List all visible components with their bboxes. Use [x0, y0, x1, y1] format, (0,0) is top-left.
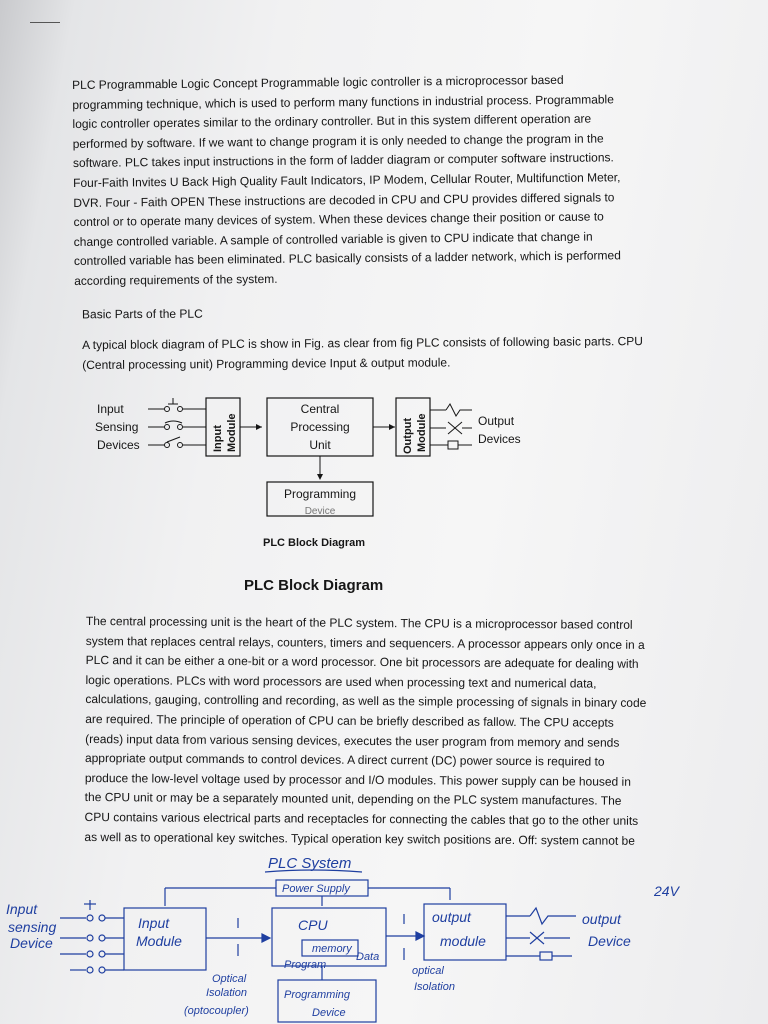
text-line: The central processing unit is the heart of the PLC system. The CPU is a microprocessor based control: [85, 613, 633, 632]
text-line: CPU contains various electrical parts and receptacles for connecting the cables that go to the other units: [84, 809, 639, 828]
text-line: according requirements of the system.: [74, 271, 278, 288]
optical-isolation-left: Optical: [212, 973, 247, 985]
input-device-hand-label: Device: [10, 935, 53, 951]
program-label: Program: [284, 959, 327, 971]
programming-device-hand-label: Device: [312, 1007, 346, 1019]
input-devices-label: Sensing: [95, 420, 139, 434]
text-line: A typical block diagram of PLC is show in Fig. as clear from fig PLC consists of following basic parts. CPU: [82, 334, 643, 352]
text-line: change controlled variable. A sample of controlled variable is given to CPU indicate that change in: [73, 229, 593, 249]
input-device-hand-label: Input: [6, 901, 38, 917]
optical-isolation-left: (optocoupler): [184, 1005, 249, 1017]
power-supply-label: Power Supply: [282, 883, 350, 895]
output-module-label: Module: [416, 413, 428, 452]
input-device-hand-label: sensing: [8, 919, 57, 935]
output-module-hand-label: module: [440, 933, 486, 949]
handwritten-title: PLC System: [268, 855, 352, 872]
text-line: logic operations. PLCs with word processors are used when processing text and numerical data,: [85, 672, 597, 691]
text-line: as well as to operational key switches. Typical operation key switch positions are. Off: system cannot be: [84, 829, 635, 848]
input-module-label: Input: [212, 425, 224, 452]
handwritten-plc-system-diagram: [0, 848, 768, 1024]
data-label: Data: [356, 951, 380, 963]
text-line: DVR. Four - Faith OPEN These instructions are decoded in CPU and CPU provides differed signals to: [73, 189, 615, 210]
text-line: produce the low-level voltage used by processor and I/O modules. This power supply can be housed in: [84, 770, 631, 789]
text-line: controlled variable has been eliminated. PLC basically consists of a ladder network, which is performed: [73, 248, 621, 269]
text-line: control or to operate many devices of system. When these devices change their position or cause to: [73, 209, 604, 230]
optical-isolation-right: Isolation: [414, 981, 455, 993]
text-line: PLC Programmable Logic Concept Programmable logic controller is a microprocessor based: [72, 72, 564, 92]
plc-block-diagram: [90, 390, 540, 530]
cpu-label: Processing: [290, 420, 350, 434]
text-line: performed by software. If we want to change program it is only needed to change the program in the: [72, 131, 604, 151]
text-line: software. PLC takes input instructions in the form of ladder diagram or computer software instructions.: [72, 150, 614, 171]
memory-label: memory: [312, 943, 352, 955]
input-devices-label: Input: [97, 402, 124, 416]
cpu-hand-label: CPU: [298, 917, 328, 933]
input-module-label: Module: [226, 413, 238, 452]
text-line: Four-Faith Invites U Back High Quality Fault Indicators, IP Modem, Cellular Router, Multifunction Meter,: [73, 170, 621, 190]
text-line: system that replaces central relays, counters, timers and sequencers. A processor appears only once in a: [85, 633, 645, 652]
section-heading: Basic Parts of the PLC: [81, 306, 203, 322]
text-line: logic controller operates similar to the ordinary controller. But in this system different operation are: [72, 111, 592, 132]
output-devices-label: Output: [478, 414, 515, 428]
cpu-paragraph: [84, 612, 706, 851]
output-devices-label: Devices: [478, 432, 521, 446]
text-line: the CPU unit or may be a separately mounted unit, depending on the PLC system manufactures. The: [84, 790, 622, 809]
block-diagram-heading: PLC Block Diagram: [244, 577, 384, 594]
input-module-hand-label: Module: [136, 933, 182, 949]
page-corner-mark: [30, 22, 60, 23]
cpu-label: Unit: [309, 438, 331, 452]
parts-paragraph: [82, 332, 672, 375]
text-line: (Central processing unit) Programming device Input & output module.: [82, 355, 451, 372]
text-line: PLC and it can be either a one-bit or a word processor. One bit processors are adequate for dealing with: [85, 653, 639, 672]
programming-device-hand-label: Programming: [284, 989, 351, 1001]
programming-device-label: Device: [304, 506, 336, 517]
text-line: programming technique, which is used to perform many functions in industrial process. Programmable: [72, 91, 614, 112]
output-device-hand-label: output: [582, 911, 621, 927]
text-line: are required. The principle of operation of CPU can be briefly described as fallow. The CPU accepts: [85, 711, 614, 730]
diagram-caption: PLC Block Diagram: [263, 537, 366, 549]
text-line: (reads) input data from various sensing devices, executes the user program from memory and sends: [85, 731, 620, 750]
text-line: calculations, gauging, controlling and recording, as well as the simple processing of signals in binary code: [85, 692, 647, 711]
intro-paragraph: [72, 70, 674, 292]
input-devices-label: Devices: [97, 438, 140, 452]
output-module-hand-label: output: [432, 909, 471, 925]
voltage-label: 24V: [654, 883, 679, 899]
text-line: appropriate output commands to control devices. A direct current (DC) power source is required to: [84, 751, 605, 769]
programming-device-label: Programming: [283, 487, 357, 501]
output-device-hand-label: Device: [588, 933, 631, 949]
optical-isolation-right: optical: [412, 965, 444, 977]
optical-isolation-left: Isolation: [206, 987, 247, 999]
output-module-label: Output: [402, 417, 414, 454]
input-module-hand-label: Input: [138, 915, 170, 931]
cpu-label: Central: [300, 402, 340, 416]
